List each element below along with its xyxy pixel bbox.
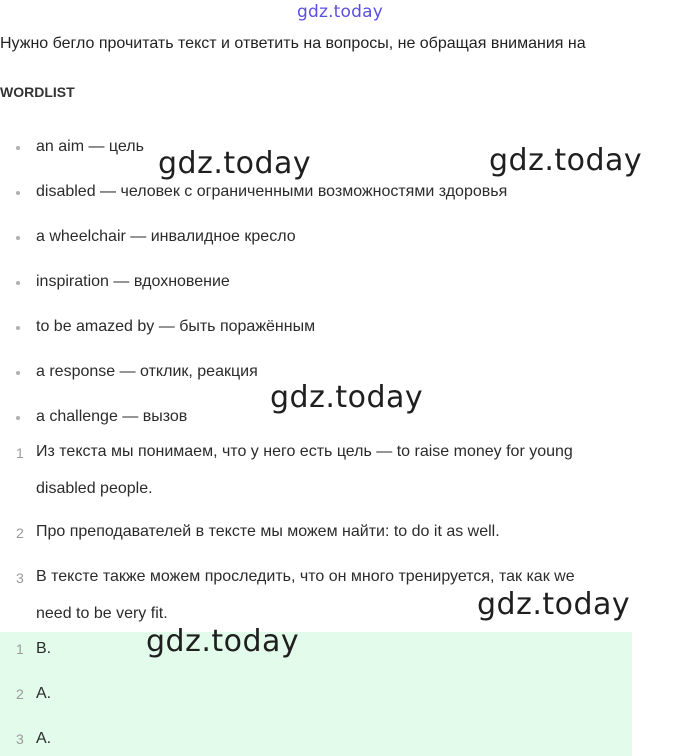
bullet-icon xyxy=(16,146,20,150)
bullet-icon xyxy=(16,191,20,195)
short-answer-number: 2 xyxy=(16,686,24,702)
watermark: gdz.today xyxy=(158,146,312,181)
short-answer-text: A. xyxy=(36,685,52,702)
site-logo[interactable]: gdz.today xyxy=(296,2,384,22)
intro-text: Нужно бегло прочитать текст и ответить на вопросы, не обращая внимания на xyxy=(0,35,586,52)
answer-text-continued: need to be very fit. xyxy=(36,605,168,622)
short-answer-text: A. xyxy=(36,730,52,747)
answer-number: 2 xyxy=(16,525,24,541)
bullet-icon xyxy=(16,236,20,240)
bullet-icon xyxy=(16,416,20,420)
answer-text-continued: disabled people. xyxy=(36,480,153,497)
short-answer-number: 3 xyxy=(16,731,24,747)
answer-number: 1 xyxy=(16,445,24,461)
short-answer-number: 1 xyxy=(16,641,24,657)
bullet-icon xyxy=(16,371,20,375)
watermark: gdz.today xyxy=(270,380,424,415)
bullet-icon xyxy=(16,281,20,285)
answer-text: Про преподавателей в тексте мы можем найти: to do it as well. xyxy=(36,523,500,540)
answer-text: Из текста мы понимаем, что у него есть цель — to raise money for young xyxy=(36,443,573,460)
watermark: gdz.today xyxy=(146,624,300,659)
answer-number: 3 xyxy=(16,570,24,586)
watermark: gdz.today xyxy=(477,587,631,622)
bullet-icon xyxy=(16,326,20,330)
short-answers-panel xyxy=(0,632,632,756)
short-answer-text: B. xyxy=(36,640,52,657)
wordlist-heading: WORDLIST xyxy=(0,84,75,100)
watermark: gdz.today xyxy=(489,143,643,178)
answer-text: В тексте также можем проследить, что он много тренируется, так как we xyxy=(36,568,575,585)
